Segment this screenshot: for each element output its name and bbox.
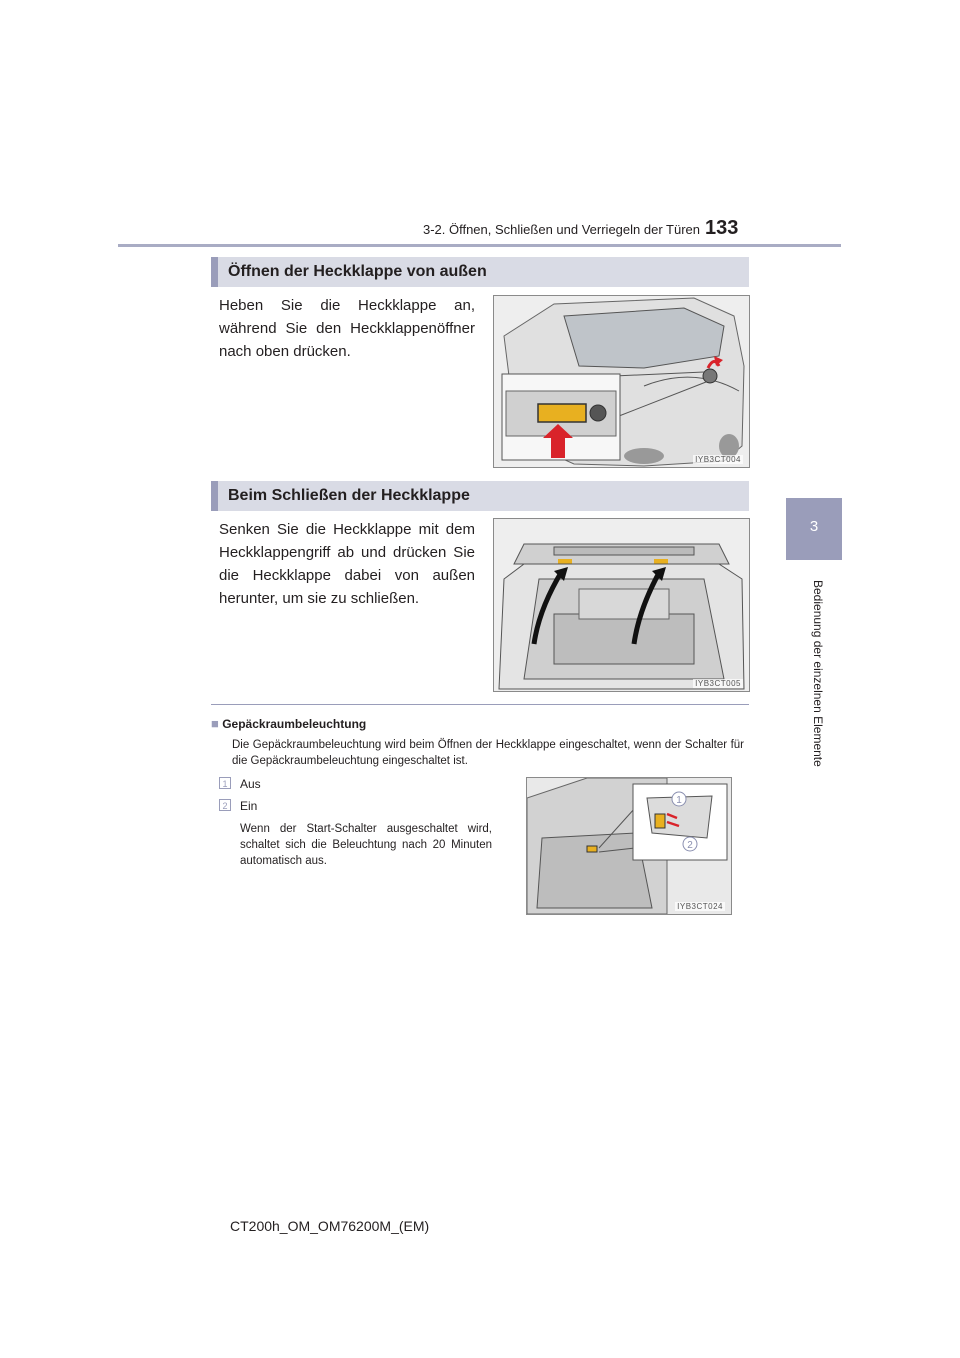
page-number: 133	[705, 217, 739, 239]
item-label-on: Ein	[240, 799, 258, 813]
tailgate-closing-illustration	[494, 519, 749, 691]
item-number-badge: 2	[219, 799, 231, 811]
figure-tailgate-closing	[493, 518, 750, 692]
figure-luggage-light-switch	[526, 777, 732, 915]
section-text-open-tailgate: Heben Sie die Heckklappe an, während Sie den Heckklappenöffner nach oben drücken.	[219, 297, 475, 360]
section-heading-open-tailgate	[211, 257, 749, 287]
header-rule	[118, 244, 841, 247]
note-body: Die Gepäckraumbeleuchtung wird beim Öffnen der Heckklappe eingeschaltet, wenn der Schalter für die Gepäckraumbeleuchtung eingeschaltet ist.	[232, 739, 744, 767]
callout-2: 2	[687, 840, 693, 851]
section-heading-text: Öffnen der Heckklappe von außen	[228, 263, 487, 280]
chapter-number: 3	[809, 518, 819, 535]
note-title	[211, 716, 366, 731]
footer-document-code: CT200h_OM_OM76200M_(EM)	[230, 1218, 430, 1234]
item-number-badge: 1	[219, 777, 231, 789]
figure-code: IYB3CT024	[677, 902, 723, 911]
chapter-title-vertical	[811, 580, 833, 780]
item-label-off: Aus	[240, 777, 261, 791]
section-divider	[211, 704, 749, 705]
section-text-close-tailgate: Senken Sie die Heckklappe mit dem Heckklappengriff ab und drücken Sie die Heckklappe dabei von außen herunter, um sie zu schließen.	[219, 521, 475, 607]
figure-code: IYB3CT005	[695, 679, 741, 688]
figure-code: IYB3CT004	[695, 455, 741, 464]
square-bullet-icon: ■	[211, 716, 219, 731]
chapter-title: Bedienung der einzelnen Elemente	[811, 580, 825, 767]
item-description: Wenn der Start-Schalter ausgeschaltet wird, schaltet sich die Beleuchtung nach 20 Minuten automatisch aus.	[240, 823, 492, 867]
note-title-text: Gepäckraumbeleuchtung	[222, 717, 367, 731]
callout-1: 1	[676, 795, 682, 806]
running-header-title: 3-2. Öffnen, Schließen und Verriegeln der Türen	[422, 222, 700, 237]
tailgate-opener-illustration	[494, 296, 749, 467]
figure-tailgate-opener	[493, 295, 750, 468]
section-heading-close-tailgate	[211, 481, 749, 511]
section-heading-text: Beim Schließen der Heckklappe	[228, 487, 470, 504]
luggage-light-illustration	[527, 778, 731, 914]
